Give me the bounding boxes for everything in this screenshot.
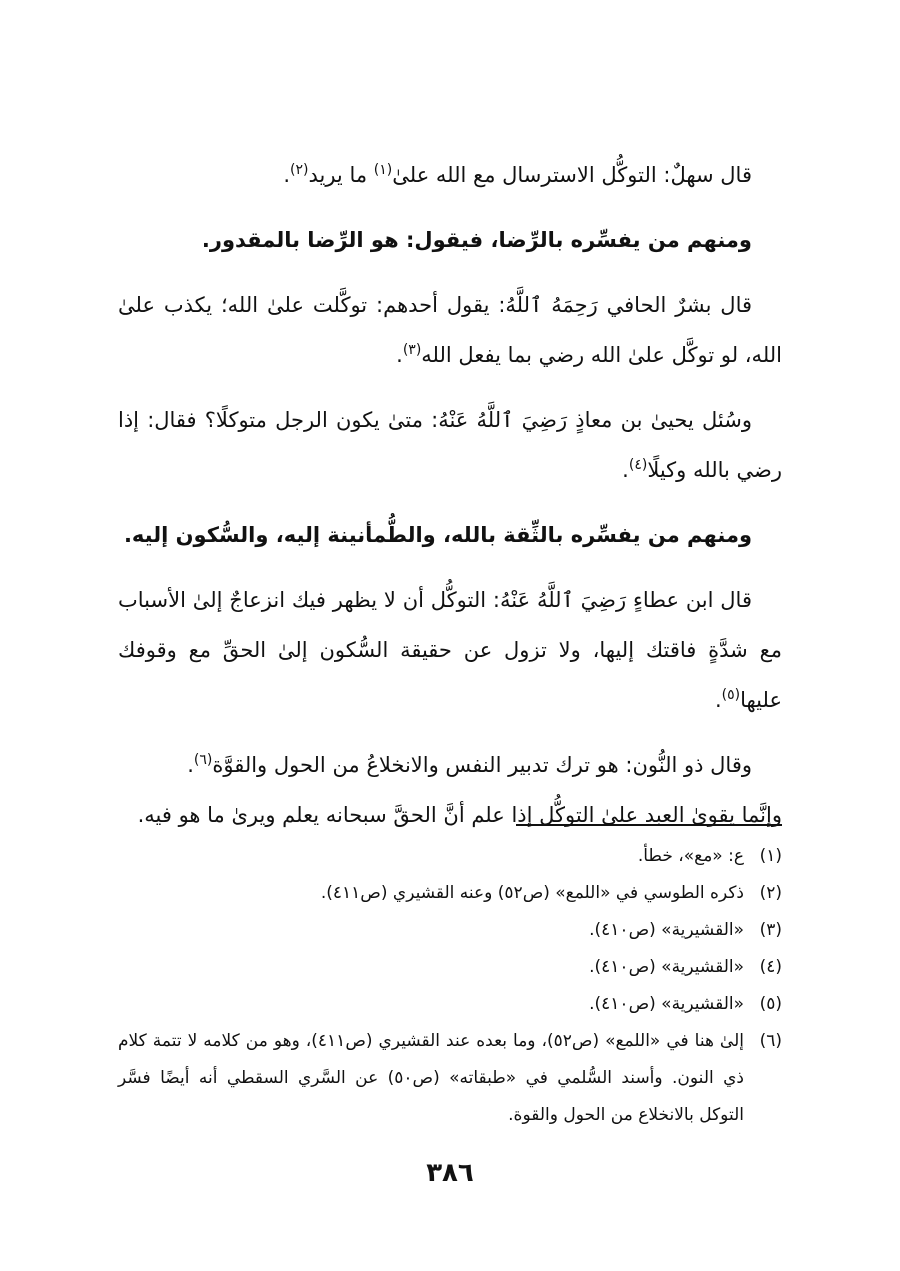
- footnote-item: [118, 986, 782, 1023]
- footnote-ref-1[interactable]: (١): [373, 162, 393, 178]
- paragraph-text: وسُئل يحيىٰ بن معاذٍ رَضِيَ ٱللَّهُ عَنْهُ: متىٰ يكون الرجل متوكلًا؟ فقال: إذا رضي بالله وكيلًا: [118, 408, 782, 482]
- footnotes-section: [118, 838, 782, 1134]
- footnote-item: [118, 875, 782, 912]
- paragraph-sahl: [118, 150, 782, 200]
- paragraph-text: وقال ذو النُّون: هو ترك تدبير النفس والانخلاعُ من الحول والقوَّة: [212, 753, 752, 777]
- footnote-number: (٦): [759, 1031, 782, 1051]
- footnote-text: «القشيرية» (ص٤١٠).: [589, 957, 744, 977]
- footnote-number: (٤): [759, 957, 782, 977]
- heading-rida: ومنهم من يفسِّره بالرِّضا، فيقول: هو الرِّضا بالمقدور.: [201, 228, 752, 252]
- footnote-number: (٣): [759, 920, 782, 940]
- paragraph-end: .: [283, 163, 290, 187]
- main-text: [118, 150, 782, 855]
- footnote-ref-4[interactable]: (٤): [628, 457, 648, 473]
- footnote-text: ع: «مع»، خطأ.: [637, 846, 744, 866]
- footnote-number: (٢): [759, 883, 782, 903]
- footnote-text: «القشيرية» (ص٤١٠).: [589, 920, 744, 940]
- paragraph-dhu-nun: [118, 740, 782, 790]
- footnote-text: «القشيرية» (ص٤١٠).: [589, 994, 744, 1014]
- footnote-ref-5[interactable]: (٥): [721, 687, 741, 703]
- footnote-separator: [516, 824, 782, 826]
- paragraph-text: ما يريد: [308, 163, 374, 187]
- paragraph-bishr: [118, 280, 782, 380]
- footnote-ref-6[interactable]: (٦): [193, 752, 213, 768]
- footnote-number: (١): [759, 846, 782, 866]
- paragraph-end: .: [714, 688, 722, 712]
- footnote-item: [118, 1023, 782, 1134]
- footnote-item: [118, 912, 782, 949]
- paragraph-conclusion: وإنَّما يقوىٰ العبد علىٰ التوكُّل إذا علم أنَّ الحقَّ سبحانه يعلم ويرىٰ ما هو فيه.: [137, 803, 782, 827]
- paragraph-text: قال بشرٌ الحافي رَحِمَهُ ٱللَّهُ: يقول أحدهم: توكَّلت علىٰ الله؛ يكذب علىٰ الله، لو توكَّل علىٰ الله رضي بما يفعل الله: [118, 293, 782, 367]
- footnote-text: إلىٰ هنا في «اللمع» (ص٥٢)، وما بعده عند القشيري (ص٤١١)، وهو من كلامه لا تتمة كلام ذي النون. وأسند السُّلمي في «طبقاته» (ص٥٠) عن السَّري السقطي أنه أيضًا فسَّر التوكل بالانخلاع من الحول والقوة.: [118, 1031, 744, 1125]
- footnote-item: [118, 949, 782, 986]
- paragraph-ibn-ata: [118, 575, 782, 725]
- paragraph-end: .: [622, 458, 629, 482]
- footnote-item: [118, 838, 782, 875]
- page-number: ٣٨٦: [426, 1158, 474, 1188]
- paragraph-text: قال سهلٌ: التوكُّل الاسترسال مع الله علىٰ: [392, 163, 752, 187]
- heading-thiqa: ومنهم من يفسِّره بالثِّقة بالله، والطُّمأنينة إليه، والسُّكون إليه.: [123, 523, 752, 547]
- footnote-ref-2[interactable]: (٢): [290, 162, 309, 178]
- footnote-text: ذكره الطوسي في «اللمع» (ص٥٢) وعنه القشيري (ص٤١١).: [320, 883, 744, 903]
- paragraph-text: قال ابن عطاءٍ رَضِيَ ٱللَّهُ عَنْهُ: التوكُّل أن لا يظهر فيك انزعاجٌ إلىٰ الأسباب مع شدَّةٍ فاقتك إليها، ولا تزول عن حقيقة السُّكون إلىٰ الحقِّ مع وقوفك عليها: [118, 588, 782, 712]
- footnote-number: (٥): [759, 994, 782, 1014]
- footnote-ref-3[interactable]: (٣): [402, 342, 422, 358]
- paragraph-end: .: [396, 343, 403, 367]
- paragraph-yahya: [118, 395, 782, 495]
- paragraph-end: .: [187, 753, 194, 777]
